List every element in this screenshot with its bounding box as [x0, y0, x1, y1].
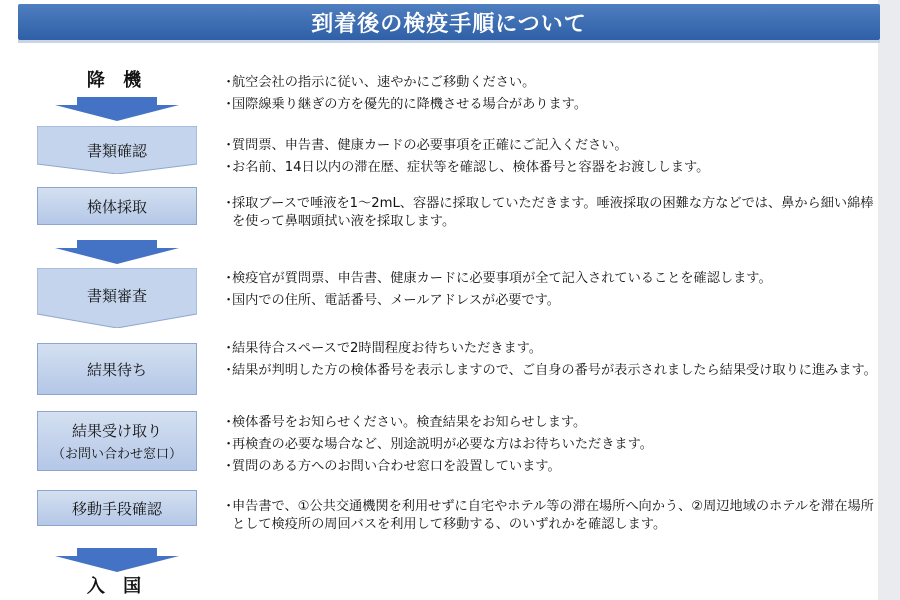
step-document-check	[37, 126, 197, 174]
list-item: ・ 国内での住所、電話番号、メールアドレスが必要です。	[222, 293, 560, 308]
list-item: ・ 検体番号をお知らせください。検査結果をお知らせします。	[222, 415, 587, 430]
step-label: 書類確認	[86, 142, 147, 160]
step-description	[222, 340, 877, 384]
step-label: 結果受け取り	[71, 422, 162, 440]
step-specimen-collection	[37, 187, 197, 225]
list-item: ・ 質問のある方へのお問い合わせ窓口を設置しています。	[222, 459, 561, 474]
page-edge-strip	[878, 0, 900, 600]
list-item: ・ 航空会社の指示に従い、速やかにご移動ください。	[222, 75, 536, 90]
down-arrow-icon	[37, 548, 197, 572]
list-item: ・ 検疫官が質問票、申告書、健康カードに必要事項が全て記入されていることを確認します。	[222, 271, 772, 286]
step-description	[222, 414, 877, 480]
list-item: ・ 結果待合スペースで2時間程度お待ちいただきます。	[222, 341, 542, 356]
page-title: 到着後の検疫手順について	[18, 4, 880, 40]
landing-description	[222, 74, 877, 118]
down-arrow-icon	[37, 97, 197, 121]
step-label: 結果待ち	[86, 360, 147, 379]
list-item: ・ 結果が判明した方の検体番号を表示しますので、ご自身の番号が表示されましたら結果受け取りに進みます。	[222, 363, 877, 378]
step-transport-check	[37, 490, 197, 526]
title-underline	[18, 40, 880, 43]
step-label: 検体採取	[86, 197, 147, 216]
list-item: ・ 質問票、申告書、健康カードの必要事項を正確にご記入ください。	[222, 138, 628, 153]
step-description	[222, 195, 877, 235]
list-item: ・ 再検査の必要な場合など、別途説明が必要な方はお待ちいただきます。	[222, 437, 653, 452]
step-description	[222, 137, 877, 181]
step-receive-results	[37, 411, 197, 471]
step-description	[222, 498, 877, 538]
step-label: 移動手段確認	[71, 499, 162, 518]
list-item: ・ 国際線乗り継ぎの方を優先的に降機させる場合があります。	[222, 97, 588, 112]
step-sublabel: （お問い合わせ窓口）	[51, 447, 182, 462]
list-item: ・ お名前、14日以内の滞在歴、症状等を確認し、検体番号と容器をお渡しします。	[222, 160, 710, 175]
list-item: ・ 申告書で、①公共交通機関を利用せずに自宅やホテル等の滞在場所へ向かう、②周辺地域のホテルを滞在場所として検疫所の周回バスを利用して移動する、のいずれかを確認します。	[222, 499, 874, 532]
down-arrow-icon	[37, 240, 197, 264]
start-label: 降 機	[86, 70, 148, 91]
step-label: 書類審査	[86, 287, 147, 305]
end-label: 入 国	[86, 576, 148, 597]
step-description	[222, 270, 877, 314]
step-document-review	[37, 268, 197, 328]
list-item: ・ 採取ブースで唾液を1～2mL、容器に採取していただきます。唾液採取の困難な方などでは、鼻から細い綿棒を使って鼻咽頭拭い液を採取します。	[222, 196, 874, 229]
step-waiting-results	[37, 343, 197, 395]
